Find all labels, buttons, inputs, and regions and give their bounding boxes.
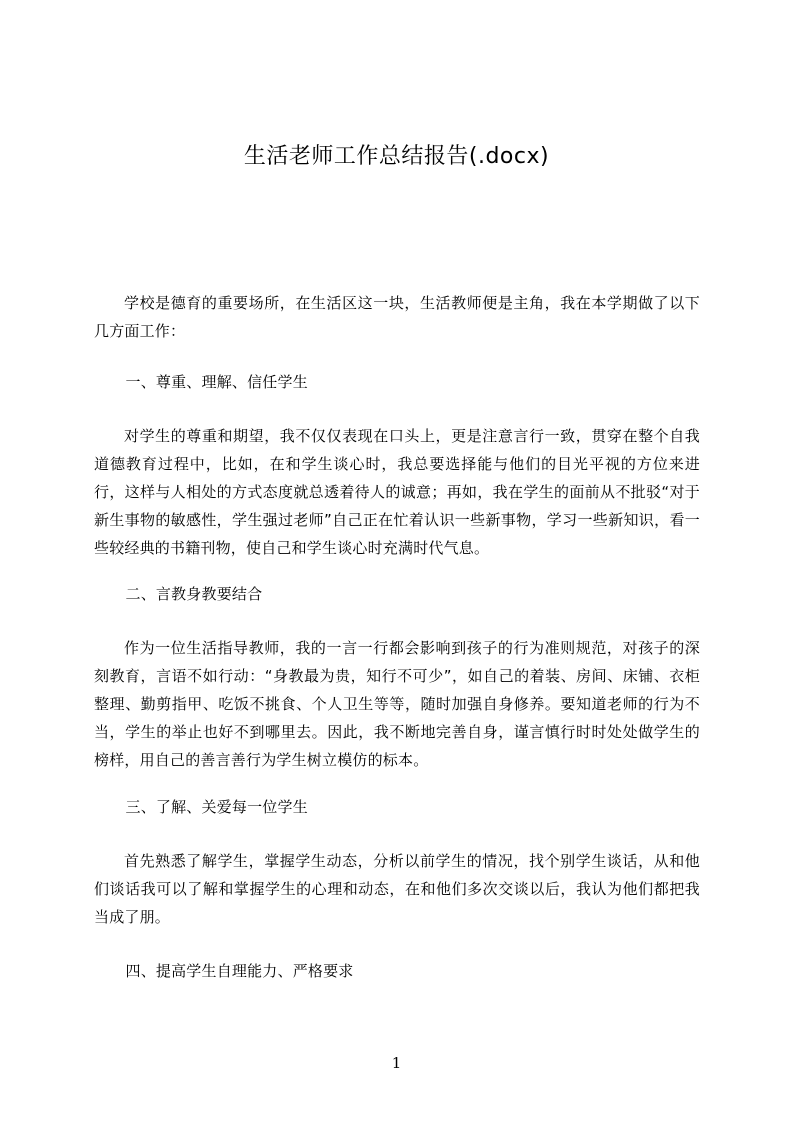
section-heading: 三、了解、关爱每一位学生 — [125, 798, 308, 816]
section-paragraph: 首先熟悉了解学生，掌握学生动态，分析以前学生的情况，找个别学生谈话，从和他们谈话我可以了解和掌握学生的心理和动态，在和他们多次交谈以后，我认为他们都把我当成了朋。 — [94, 852, 700, 926]
section-heading: 一、尊重、理解、信任学生 — [125, 373, 308, 391]
section-3-body — [94, 847, 700, 931]
intro-paragraph: 学校是德育的重要场所，在生活区这一块，生活教师便是主角，我在本学期做了以下几方面工作： — [94, 294, 700, 340]
section-paragraph: 对学生的尊重和期望，我不仅仅表现在口头上，更是注意言行一致，贯穿在整个自我道德教育过程中，比如，在和学生谈心时，我总要选择能与他们的目光平视的方位来进行，这样与人相处的方式态度就总透着待人的诚意；再如，我在学生的面前从不批驳“对于新生事物的敏感性，学生强过老师”自己正在忙着认识一些新事物，学习一些新知识，看一些较经典的书籍刊物，使自己和学生谈心时充满时代气息。 — [94, 427, 700, 557]
section-paragraph: 作为一位生活指导教师，我的一言一行都会影响到孩子的行为准则规范，对孩子的深刻教育，言语不如行动：“身教最为贵，知行不可少”，如自己的着装、房间、床铺、衣柜整理、勤剪指甲、吃饭不挑食、个人卫生等等，随时加强自身修养。要知道老师的行为不当，学生的举止也好不到哪里去。因此，我不断地完善自身，谨言慎行时时处处做学生的榜样，用自己的善言善行为学生树立模仿的标本。 — [94, 639, 700, 769]
section-4 — [94, 957, 700, 985]
section-3 — [94, 793, 700, 821]
page-number: 1 — [391, 1054, 402, 1072]
section-2-body — [94, 634, 700, 774]
section-heading: 二、言教身教要结合 — [125, 585, 263, 603]
section-1-body — [94, 422, 700, 562]
section-heading: 四、提高学生自理能力、严格要求 — [125, 962, 354, 980]
section-2 — [94, 580, 700, 608]
section-1 — [94, 368, 700, 396]
document-body — [94, 289, 700, 345]
document-title: 生活老师工作总结报告(.docx) — [243, 144, 550, 169]
